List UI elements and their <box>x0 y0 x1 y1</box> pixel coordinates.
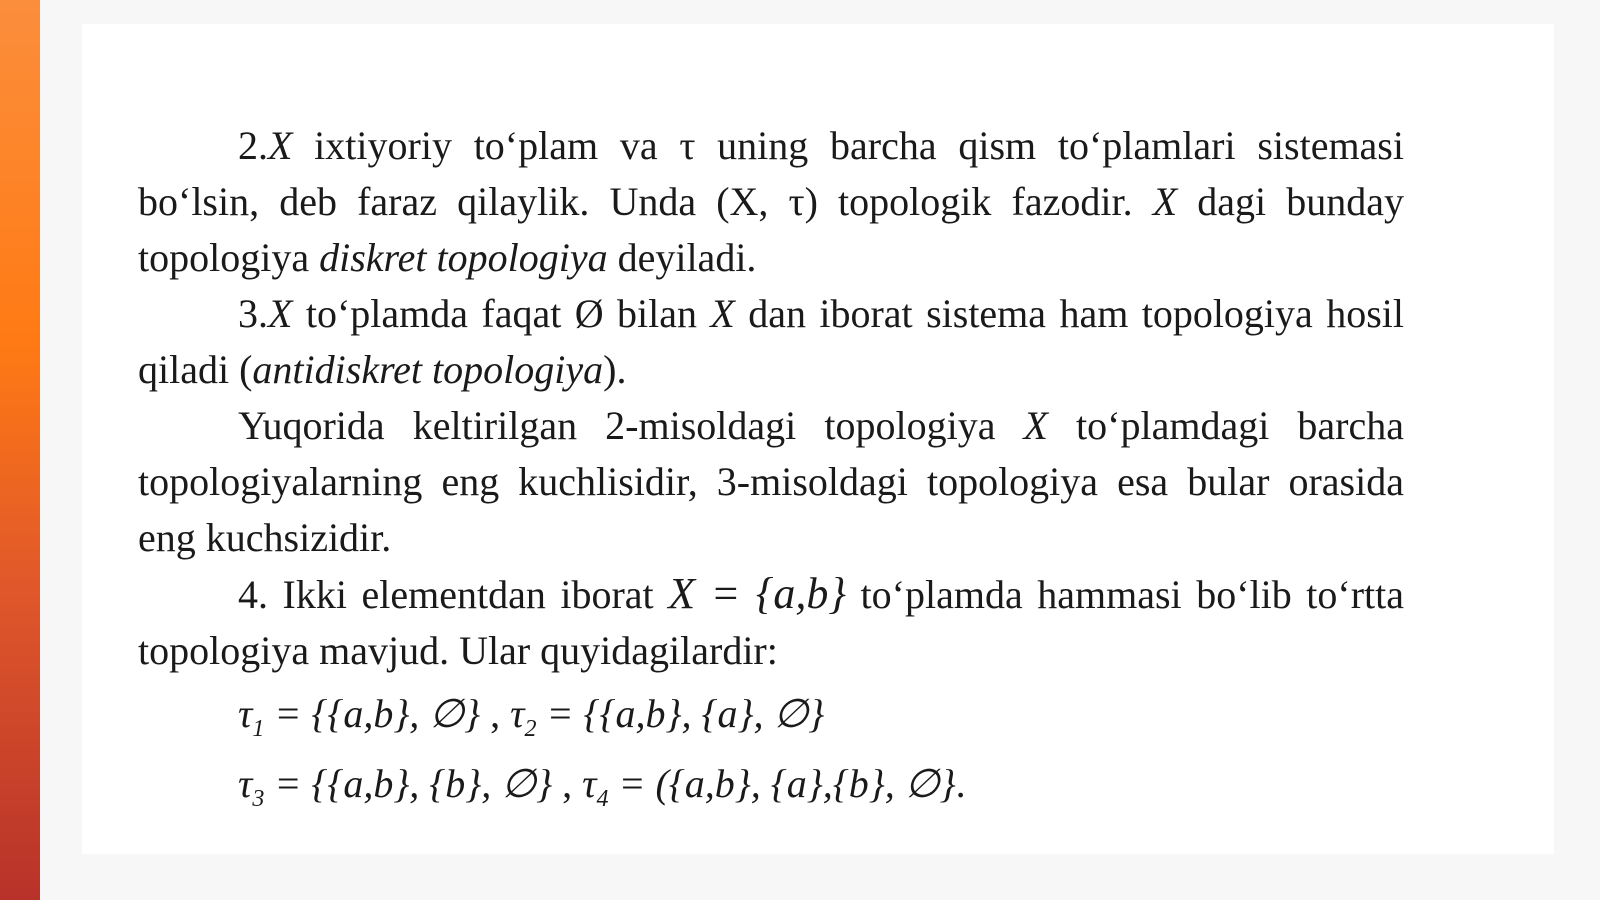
formula-line-2: $\tau_3 = \{\{a,b\}$, {b}, ∅} , $\tau_4 = (\{a,b\}$, {a},{b}, ∅}. <box>238 761 966 812</box>
accent-bar <box>0 0 40 900</box>
tau-2-set: = {{a,b}, {a}, ∅} <box>536 691 825 736</box>
paragraph-example-3: 3.X to‘plamda faqat Ø bilan X dan iborat sistema ham topologiya hosil qiladi (antidiskret topologiya). <box>138 291 1404 392</box>
formula-line-1: $\tau_1 = \{\{a,b\}$, ∅} , $\tau_2 = \{\{a,b\}$, {a}, ∅} <box>238 691 825 742</box>
paragraph-example-4: 4. Ikki elementdan iborat X = {a,b} to‘plamda hammasi bo‘lib to‘rtta topologiya mavjud. Ular quyidagilardir: <box>138 569 1405 673</box>
set-x-formula: X = {a,b} <box>668 569 847 618</box>
paragraph-comparison: Yuqorida keltirilgan 2-misoldagi topologiya X to‘plamdagi barcha topologiyalarning eng kuchlisidir, 3-misoldagi topologiya esa bular orasida eng kuchsizidir. <box>138 403 1404 560</box>
term-antidiscrete-topology: antidiskret topologiya <box>252 347 604 392</box>
tau-1-set: = {{a,b}, ∅} <box>264 691 481 736</box>
tau-3-set: = {{a,b}, {b}, ∅} <box>264 761 553 806</box>
term-discrete-topology: diskret topologiya <box>319 235 608 280</box>
paragraph-example-2: 2.X ixtiyoriy to‘plam va τ uning barcha qism to‘plamlari sistemasi bo‘lsin, deb faraz qilaylik. Unda (X, τ) topologik fazodir. X dagi bunday topologiya diskret topologiya deyiladi. <box>138 123 1404 280</box>
tau-4-set: = ({a,b}, {a},{b}, ∅} <box>608 761 956 806</box>
text-block <box>138 118 1404 819</box>
